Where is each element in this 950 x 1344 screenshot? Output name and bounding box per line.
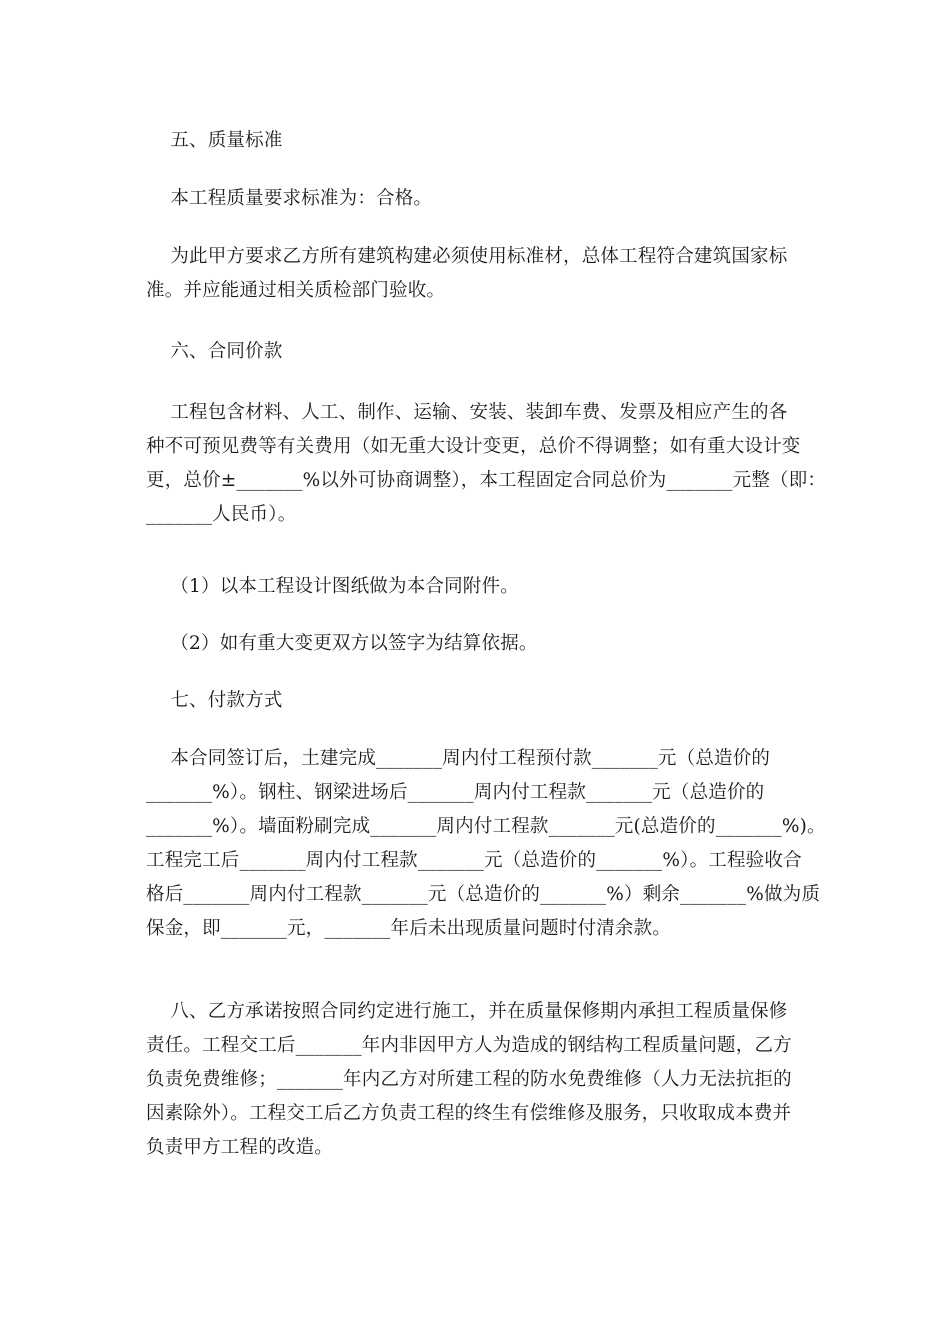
paragraph-warranty-commitment: 八、乙方承诺按照合同约定进行施工，并在质量保修期内承担工程质量保修 责任。工程交工后_______年内非因甲方人为造成的钢结构工程质量问题，乙方 负责免费维修；_______年内乙方对所建工程的防水免费维修（人力无法抗拒的 因素除外）。工程交工后乙方负责工程的终生有偿维修及服务，只收取成本费并 负责甲方工程的改造。 — [146, 1001, 792, 1158]
section-heading-payment-method: 七、付款方式 — [146, 690, 283, 711]
section-heading-contract-price: 六、合同价款 — [146, 341, 283, 362]
paragraph-contract-price: 工程包含材料、人工、制作、运输、安装、装卸车费、发票及相应产生的各 种不可预见费等有关费用（如无重大设计变更，总价不得调整；如有重大设计变 更，总价±_______%以外可协商调整），本工程固定合同总价为_______元整（即： _______人民币）。 — [146, 402, 827, 525]
paragraph-payment-schedule: 本合同签订后，土建完成_______周内付工程预付款_______元（总造价的 _______%）。钢柱、钢梁进场后_______周内付工程款_______元（总造价的 _______%）。墙面粉刷完成_______周内付工程款_______元(总造价的_______%)。 工程完工后_______周内付工程款_______元（总造价的_______%）。工程验收合 格后_______周内付工程款_______元（总造价的_______%）剩余_______%做为质 保金，即_______元，_______年后未出现质量问题时付清余款。 — [146, 748, 826, 939]
paragraph-quality-materials: 为此甲方要求乙方所有建筑构建必须使用标准材，总体工程符合建筑国家标 准。并应能通过相关质检部门验收。 — [146, 246, 788, 301]
section-heading-quality-standard: 五、质量标准 — [146, 130, 283, 151]
list-item-design-drawings: （1）以本工程设计图纸做为本合同附件。 — [146, 576, 519, 597]
list-item-major-changes: （2）如有重大变更双方以签字为结算依据。 — [146, 633, 538, 654]
paragraph-quality-requirement: 本工程质量要求标准为：合格。 — [146, 188, 433, 209]
